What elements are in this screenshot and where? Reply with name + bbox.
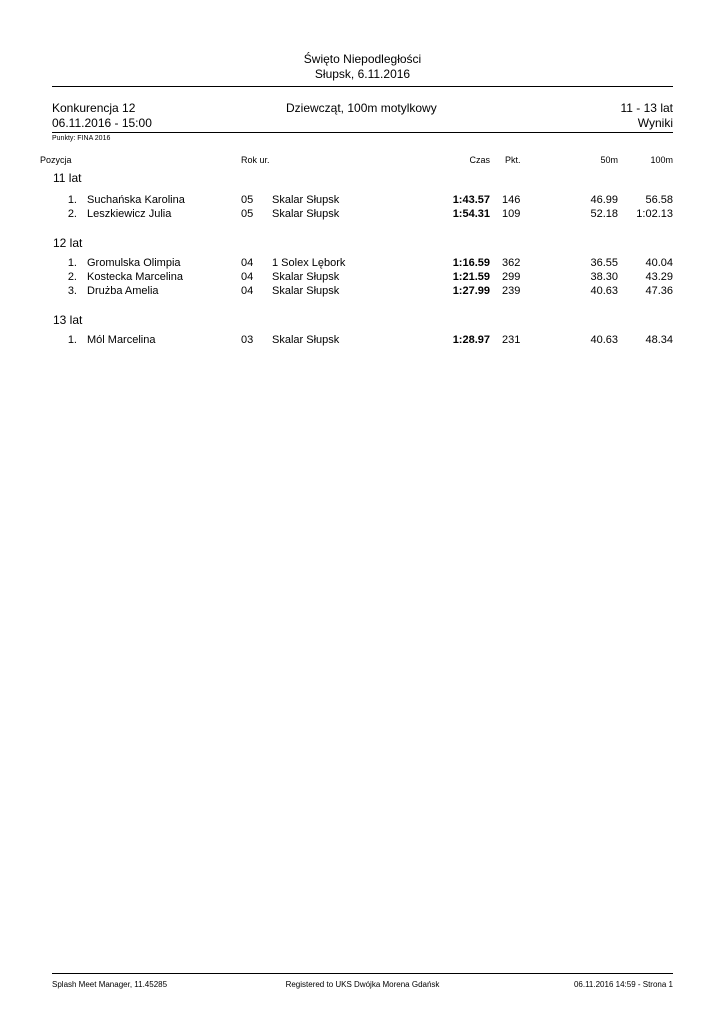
split-50: 46.99 [590, 194, 618, 206]
col-header-position: Pozycja [40, 155, 72, 165]
split-100: 47.36 [645, 285, 673, 297]
club-name: Skalar Słupsk [272, 208, 340, 220]
birth-year: 05 [241, 208, 254, 220]
points-basis: Punkty: FINA 2016 [52, 135, 111, 142]
footer-software: Splash Meet Manager, 11.45285 [52, 980, 168, 989]
result-row [0, 208, 725, 222]
result-points: 109 [502, 208, 521, 220]
meet-title: Święto Niepodległości [303, 52, 422, 66]
result-position: 1. [67, 194, 77, 206]
col-header-time: Czas [469, 155, 490, 165]
club-name: Skalar Słupsk [272, 285, 340, 297]
birth-year: 03 [241, 334, 254, 346]
result-position: 1. [67, 257, 77, 269]
club-name: Skalar Słupsk [272, 334, 340, 346]
meet-location-date: Słupsk, 6.11.2016 [314, 67, 411, 81]
split-100: 48.34 [645, 334, 673, 346]
event-number: Konkurencja 12 [52, 101, 136, 115]
age-group-heading: 12 lat [53, 236, 83, 250]
event-datetime: 06.11.2016 - 15:00 [52, 116, 152, 130]
col-header-points: Pkt. [505, 155, 521, 165]
age-group-heading: 13 lat [53, 313, 83, 327]
result-time: 1:27.99 [452, 285, 490, 297]
result-time: 1:28.97 [452, 334, 490, 346]
event-age-range: 11 - 13 lat [620, 101, 673, 115]
result-time: 1:21.59 [452, 271, 490, 283]
result-position: 3. [67, 285, 77, 297]
split-50: 52.18 [590, 208, 618, 220]
result-row [0, 285, 725, 299]
swimmer-name: Leszkiewicz Julia [87, 208, 172, 220]
result-position: 2. [67, 208, 77, 220]
result-row [0, 194, 725, 208]
col-header-split-50: 50m [600, 155, 618, 165]
swimmer-name: Suchańska Karolina [87, 194, 185, 206]
split-100: 40.04 [645, 257, 673, 269]
result-points: 146 [502, 194, 521, 206]
footer-printed: 06.11.2016 14:59 - Strona 1 [573, 980, 673, 989]
split-100: 43.29 [645, 271, 673, 283]
result-points: 299 [502, 271, 521, 283]
birth-year: 05 [241, 194, 254, 206]
split-50: 40.63 [590, 334, 618, 346]
result-time: 1:54.31 [452, 208, 490, 220]
swimmer-name: Mól Marcelina [87, 334, 156, 346]
age-group-heading: 11 lat [53, 171, 82, 185]
birth-year: 04 [241, 271, 254, 283]
result-points: 231 [502, 334, 521, 346]
result-row [0, 271, 725, 285]
result-time: 1:16.59 [452, 257, 490, 269]
birth-year: 04 [241, 285, 254, 297]
swimmer-name: Gromulska Olimpia [87, 257, 181, 269]
result-position: 1. [67, 334, 77, 346]
event-divider [52, 132, 673, 133]
split-100: 56.58 [645, 194, 673, 206]
footer-divider [52, 973, 673, 974]
result-row [0, 257, 725, 271]
split-50: 36.55 [590, 257, 618, 269]
club-name: Skalar Słupsk [272, 194, 340, 206]
club-name: Skalar Słupsk [272, 271, 340, 283]
swimmer-name: Kostecka Marcelina [87, 271, 183, 283]
club-name: 1 Solex Lębork [272, 257, 346, 269]
swimmer-name: Drużba Amelia [87, 285, 159, 297]
split-50: 40.63 [590, 285, 618, 297]
result-row [0, 334, 725, 348]
result-points: 239 [502, 285, 521, 297]
result-position: 2. [67, 271, 77, 283]
event-status: Wyniki [637, 116, 673, 130]
birth-year: 04 [241, 257, 254, 269]
result-time: 1:43.57 [452, 194, 490, 206]
split-100: 1:02.13 [636, 208, 673, 220]
header-divider [52, 86, 673, 87]
split-50: 38.30 [590, 271, 618, 283]
col-header-birth-year: Rok ur. [241, 155, 270, 165]
footer-registration: Registered to UKS Dwójka Morena Gdańsk [285, 980, 440, 989]
result-points: 362 [502, 257, 521, 269]
col-header-split-100: 100m [650, 155, 673, 165]
event-name: Dziewcząt, 100m motylkowy [286, 101, 437, 115]
